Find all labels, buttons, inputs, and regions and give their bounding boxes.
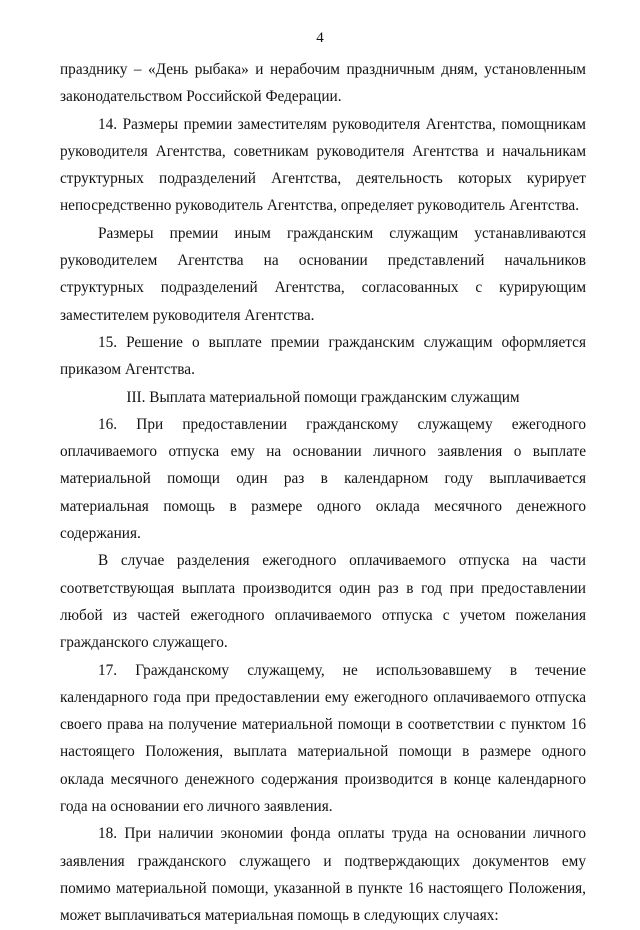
page-number: 4 [316, 30, 324, 46]
paragraph-16-part-2: В случае разделения ежегодного оплачиваемого отпуска на части соответствующая выплата производится один раз в год при предоставлении любой из частей ежегодного оплачиваемого отпуска с учетом пожелания гражданского служащего. [60, 552, 586, 652]
paragraph-18: 18. При наличии экономии фонда оплаты труда на основании личного заявления гражданского служащего и подтверждающих документов ему помимо материальной помощи, указанной в пункте 16 настоящего Положения, может выплачиваться материальная помощь в следующих случаях: [60, 825, 586, 925]
document-body [60, 56, 586, 930]
section-heading-iii: III. Выплата материальной помощи гражданским служащим [126, 388, 520, 406]
paragraph-16: 16. При предоставлении гражданскому служащему ежегодного оплачиваемого отпуска ему на основании личного заявления о выплате материальной помощи один раз в календарном году выплачивается материальная помощь в размере одного оклада месячного денежного содержания. [60, 415, 586, 543]
paragraph-14-part-2: Размеры премии иным гражданским служащим устанавливаются руководителем Агентства на основании представлений начальников структурных подразделений Агентства, согласованных с курирующим заместителем руководителя Агентства. [60, 224, 586, 324]
paragraph-15: 15. Решение о выплате премии гражданским служащим оформляется приказом Агентства. [60, 333, 586, 379]
paragraph-continuation: празднику – «День рыбака» и нерабочим праздничным дням, установленным законодательством Российской Федерации. [60, 61, 586, 106]
paragraph-14: 14. Размеры премии заместителям руководителя Агентства, помощникам руководителя Агентства, советникам руководителя Агентства и начальникам структурных подразделений Агентства, деятельность которых курирует непосредственно руководитель Агентства, определяет руководитель Агентства. [60, 115, 586, 215]
paragraph-17: 17. Гражданскому служащему, не использовавшему в течение календарного года при предоставлении ему ежегодного оплачиваемого отпуска своего права на получение материальной помощи в соответствии с пунктом 16 настоящего Положения, выплата материальной помощи в размере одного оклада месячного денежного содержания производится в конце календарного года на основании его личного заявления. [60, 661, 586, 816]
